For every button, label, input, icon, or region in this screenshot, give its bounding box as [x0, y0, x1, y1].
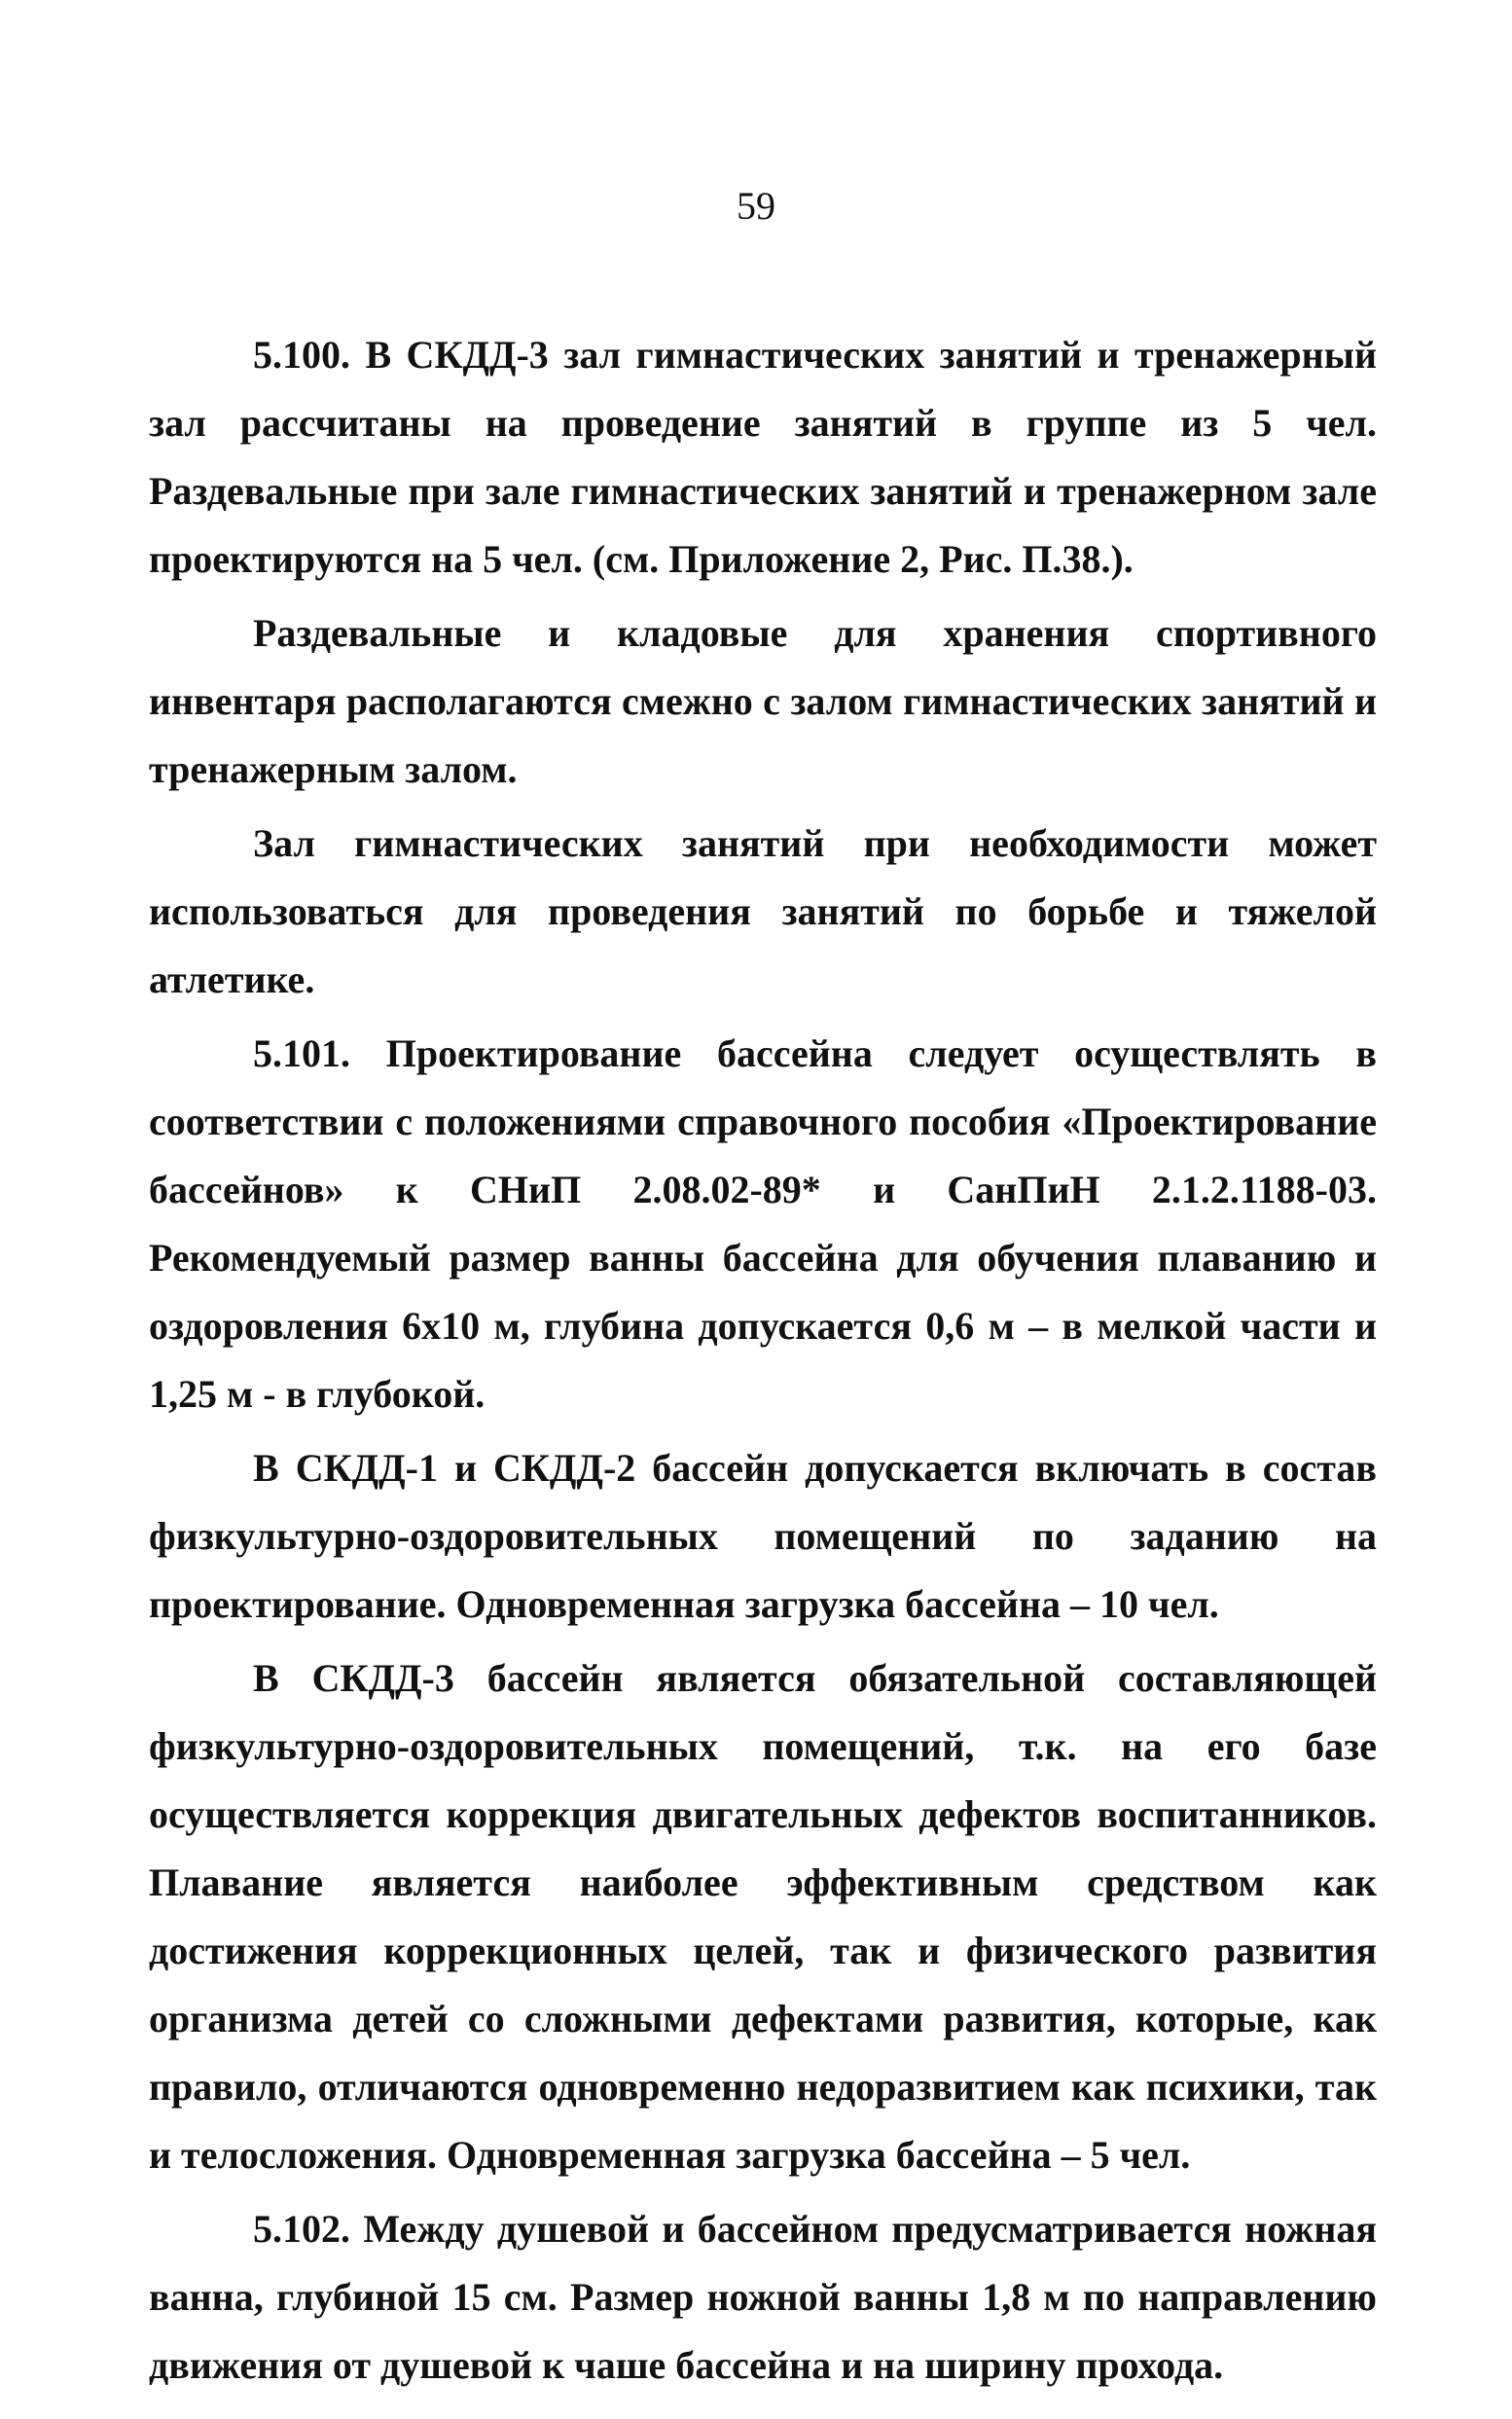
page-number: 59	[737, 184, 775, 228]
paragraph-skdd-1-2-pool: В СКДД-1 и СКДД-2 бассейн допускается включать в состав физкультурно-оздоровительных помещений по заданию на проектирование. Одновременная загрузка бассейна – 10 чел.	[149, 1446, 1377, 1626]
paragraph-5-102: 5.102. Между душевой и бассейном предусматривается ножная ванна, глубиной 15 см. Размер ножной ванны 1,8 м по направлению движения от душевой к чаше бассейна и на ширину прохода.	[149, 2207, 1377, 2387]
paragraph-dressing-rooms: Раздевальные и кладовые для хранения спортивного инвентаря располагаются смежно с залом гимнастических занятий и тренажерным залом.	[149, 611, 1377, 791]
body-text	[149, 321, 1377, 2400]
paragraph-skdd-3-pool: В СКДД-3 бассейн является обязательной составляющей физкультурно-оздоровительных помещений, т.к. на его базе осуществляется коррекция двигательных дефектов воспитанников. Плавание является наиболее эффективным средством как достижения коррекционных целей, так и физического развития организма детей со сложными дефектами развития, которые, как правило, отличаются одновременно недоразвитием как психики, так и телосложения. Одновременная загрузка бассейна – 5 чел.	[149, 1656, 1377, 2177]
paragraph-5-100: 5.100. В СКДД-3 зал гимнастических занятий и тренажерный зал рассчитаны на проведение занятий в группе из 5 чел. Раздевальные при зале гимнастических занятий и тренажерном зале проектируются на 5 чел. (см. Приложение 2, Рис. П.38.).	[149, 333, 1377, 581]
paragraph-5-101: 5.101. Проектирование бассейна следует осуществлять в соответствии с положениями справочного пособия «Проектирование бассейнов» к СНиП 2.08.02-89* и СанПиН 2.1.2.1188-03. Рекомендуемый размер ванны бассейна для обучения плаванию и оздоровления 6х10 м, глубина допускается 0,6 м – в мелкой части и 1,25 м - в глубокой.	[149, 1031, 1377, 1416]
paragraph-gym-usage: Зал гимнастических занятий при необходимости может использоваться для проведения занятий по борьбе и тяжелой атлетике.	[149, 821, 1377, 1001]
